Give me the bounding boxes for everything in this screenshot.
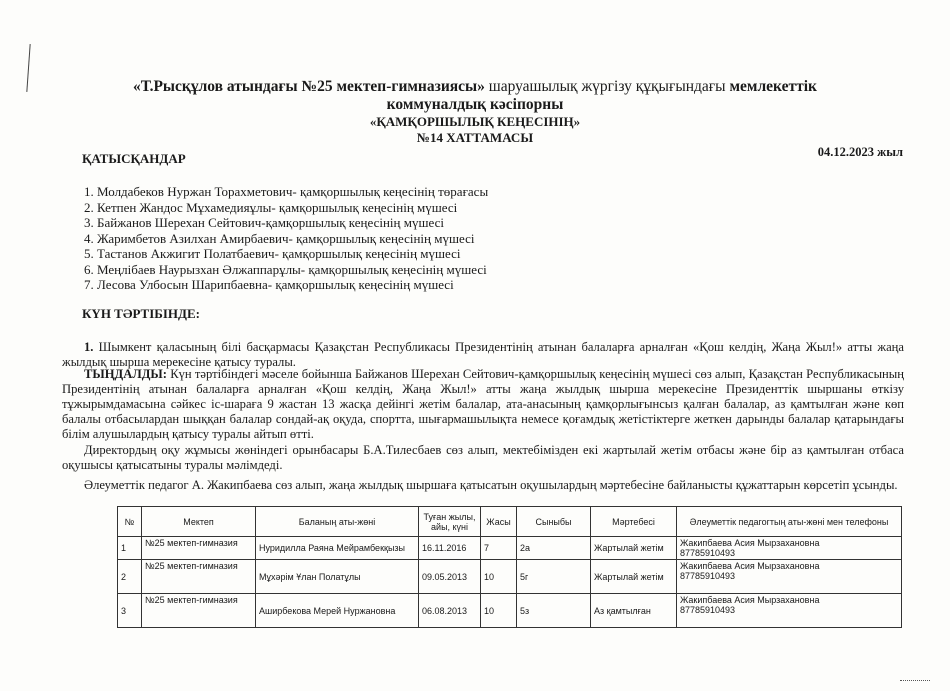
cell-n: 2: [118, 560, 142, 594]
participant-item: 6. Меңлібаев Наурызхан Әлжаппарұлы- қамқоршылық кеңесінің мүшесі: [84, 261, 487, 277]
cell-n: 3: [118, 594, 142, 628]
cell-school: №25 мектеп-гимназия: [142, 560, 256, 594]
cell-name: Аширбекова Мерей Нуржановна: [256, 594, 419, 628]
cell-school: №25 мектеп-гимназия: [142, 537, 256, 560]
participant-item: 5. Тастанов Акжигит Полатбаевич- қамқоршылық кеңесінің мүшесі: [84, 246, 461, 261]
col-header: Әлеуметтік педагогтың аты-жөні мен телефоны: [677, 507, 902, 537]
col-header: Баланың аты-жөні: [256, 507, 419, 537]
col-header: Мектеп: [142, 507, 256, 537]
cell-dob: 16.11.2016: [419, 537, 481, 560]
cell-school: №25 мектеп-гимназия: [142, 594, 256, 628]
cell-pedagog: [677, 537, 902, 560]
col-header: Туған жылы, айы, күні: [419, 507, 481, 537]
document-header: [0, 78, 950, 146]
protocol-number: №14 ХАТТАМАСЫ: [416, 130, 534, 145]
col-header: Сыныбы: [517, 507, 591, 537]
cell-grade: 2а: [517, 537, 591, 560]
cell-age: 10: [481, 594, 517, 628]
table-row: [118, 560, 902, 594]
cell-grade: 5г: [517, 560, 591, 594]
cell-dob: 09.05.2013: [419, 560, 481, 594]
header-council: «ҚАМҚОРШЫЛЫҚ КЕҢЕСІНІҢ»: [369, 114, 581, 129]
cell-name: Мұхәрім Ұлан Полатұлы: [256, 560, 419, 594]
pedagog-phone: 87785910493: [680, 548, 736, 558]
participant-item: 7. Лесова Улбосын Шарипбаевна- қамқоршылық кеңесінің мүшесі: [84, 277, 454, 292]
cell-pedagog: [677, 594, 902, 628]
scan-edge-mark: [900, 680, 930, 689]
header-line2: коммуналдық кәсіпорны: [386, 96, 564, 113]
table-row: [118, 594, 902, 628]
cell-grade: 5з: [517, 594, 591, 628]
social-pedagog-paragraph: Әлеуметтік педагог А. Жакипбаева сөз алып, жаңа жылдық шыршаға қатысатын оқушылардың мәртебесіне байланысты құжаттарын көрсетіп ұсынды.: [84, 478, 898, 492]
participant-item: 4. Жаримбетов Азилхан Амирбаевич- қамқоршылық кеңесінің мүшесі: [84, 230, 475, 246]
pedagog-name: Жакипбаева Асия Мырзахановна: [680, 561, 820, 571]
cell-age: 10: [481, 560, 517, 594]
document-date: 04.12.2023 жыл: [817, 145, 903, 159]
pedagog-phone: 87785910493: [680, 571, 736, 581]
participant-item: 2. Кетпен Жандос Мұхамедияұлы- қамқоршылық кеңесінің мүшесі: [84, 199, 458, 215]
agenda-item: 1. Шымкент қаласының білі басқармасы Қазақстан Республикасы Президентінің атынан балаларға арналған «Қош келдің, Жаңа Жыл!» атты жаңа жылдық шырша мерекесіне қатысу туралы.: [62, 340, 904, 369]
cell-pedagog: [677, 560, 902, 594]
col-header: №: [118, 507, 142, 537]
col-header: Мәртебесі: [591, 507, 677, 537]
cell-status: Жартылай жетім: [591, 560, 677, 594]
participants-title: ҚАТЫСҚАНДАР: [82, 151, 186, 166]
cell-age: 7: [481, 537, 517, 560]
col-header: Жасы: [481, 507, 517, 537]
cell-name: Нуридилла Раяна Мейрамбекқызы: [256, 537, 419, 560]
participant-item: 1. Молдабеков Нуржан Торахметович- қамқоршылық кеңесінің төрағасы: [84, 184, 489, 199]
participants-table: [117, 506, 902, 628]
pedagog-name: Жакипбаева Асия Мырзахановна: [680, 538, 820, 548]
cell-status: Жартылай жетім: [591, 537, 677, 560]
table-row: [118, 537, 902, 560]
participant-item: 3. Байжанов Шерехан Сейтович-қамқоршылық кеңесінің мүшесі: [84, 215, 444, 230]
table-header-row: [118, 507, 902, 537]
cell-status: Аз қамтылған: [591, 594, 677, 628]
deputy-paragraph: Директордың оқу жұмысы жөніндегі орынбасары Б.А.Тилесбаев сөз алып, мектебімізден екі жартылай жетім отбасы және бір аз қамтылған отбаса оқушысы қатысатыны туралы мәлімдеді.: [62, 443, 904, 472]
cell-dob: 06.08.2013: [419, 594, 481, 628]
heard-paragraph: ТЫҢДАЛДЫ: Күн тәртібіндегі мәселе бойынша Байжанов Шерехан Сейтович-қамқоршылық кеңесінің мүшесі сөз алып, Қазақстан Республикасының Президентінің атынан балаларға арналған «Қош келдің, Жаңа Жыл!» атты жаңа жылдық шырша мерекесіне Президенттік шыршаны өткізу тұжырымдамасына сәйкес іс-шараға 9 жастан 13 жасқа дейінгі жетім балалар, ата-анасының қамқорлығынсыз қалған балалар, аз қамтылған және көп балалы отбасылардан шыққан балалар сондай-ақ оқуда, спортта, шығармашылықта немесе қоғамдық жетістіктерге жеткен дарынды балалар қатарындағы білім алушылардың қатысу туралы айтып өтті.: [62, 367, 904, 441]
cell-n: 1: [118, 537, 142, 560]
pedagog-name: Жакипбаева Асия Мырзахановна: [680, 595, 820, 605]
participants-list: [84, 184, 488, 293]
agenda-title: КҮН ТӘРТІБІНДЕ:: [82, 306, 200, 321]
pedagog-phone: 87785910493: [680, 605, 736, 615]
header-line1: «Т.Рысқұлов атындағы №25 мектеп-гимназиясы» шаруашылық жүргізу құқығындағы мемлекеттік: [133, 78, 817, 95]
